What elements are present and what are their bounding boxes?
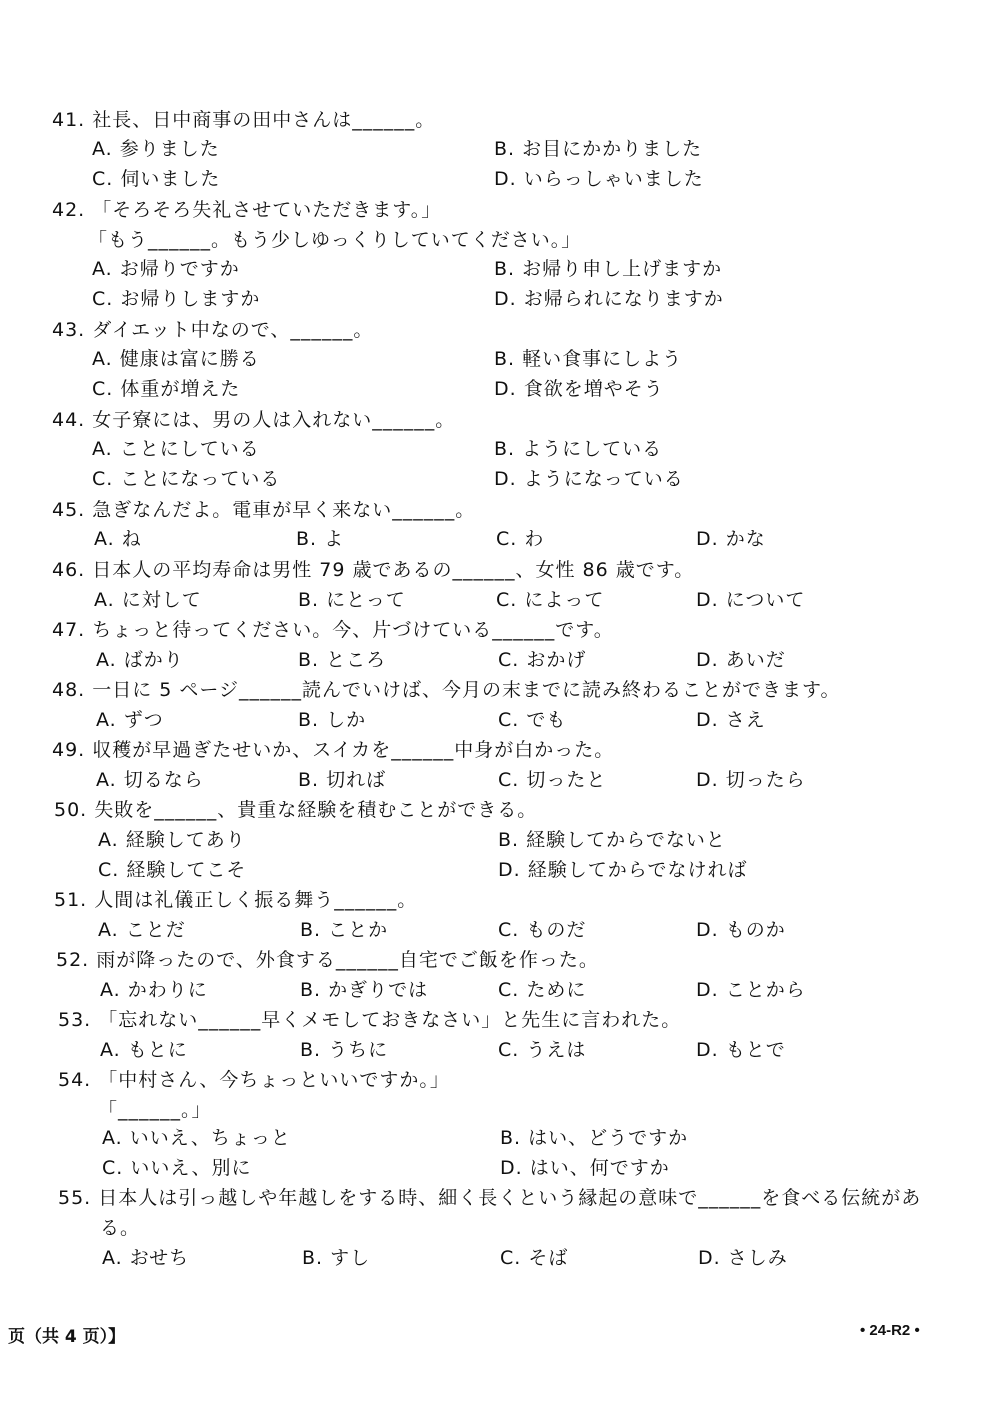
question-55-stem-cont: る。 [100, 1217, 141, 1239]
question-42-choice-c: C. お帰りしますか [92, 288, 261, 310]
question-47-choice-c: C. おかげ [498, 649, 587, 671]
question-45-choice-b: B. よ [296, 528, 345, 550]
question-47-choice-b: B. ところ [298, 649, 387, 671]
question-54-stem-cont: 「______。」 [98, 1099, 212, 1121]
question-54-choice-c: C. いいえ、別に [102, 1157, 252, 1179]
question-49-choice-b: B. 切れば [298, 769, 387, 791]
question-41-choice-d: D. いらっしゃいました [494, 168, 704, 190]
question-46-choice-d: D. について [696, 589, 806, 611]
question-42-choice-d: D. お帰られになりますか [494, 288, 724, 310]
question-42-choice-a: A. お帰りですか [92, 258, 240, 280]
question-42-stem: 42. 「そろそろ失礼させていただきます。」 [52, 199, 442, 221]
question-46-choice-c: C. によって [496, 589, 605, 611]
question-47-choice-d: D. あいだ [696, 649, 786, 671]
question-43-choice-b: B. 軽い食事にしよう [494, 348, 683, 370]
question-55-stem: 55. 日本人は引っ越しや年越しをする時、細く長くという縁起の意味で______を食べる伝統があ [58, 1187, 922, 1209]
question-53-choice-c: C. うえは [498, 1039, 587, 1061]
question-50-choice-a: A. 経験してあり [98, 829, 246, 851]
question-42-stem-cont: 「もう______。もう少しゆっくりしていてください。」 [88, 229, 582, 251]
question-53-stem: 53. 「忘れない______早くメモしておきなさい」と先生に言われた。 [58, 1009, 682, 1031]
page-count-footer: 页（共 4 页）】 [8, 1327, 126, 1347]
question-46-choice-b: B. にとって [298, 589, 406, 611]
question-41-choice-c: C. 伺いました [92, 168, 221, 190]
question-54-choice-b: B. はい、どうですか [500, 1127, 689, 1149]
question-51-stem: 51. 人間は礼儀正しく振る舞う______。 [54, 889, 418, 911]
question-48-choice-b: B. しか [298, 709, 367, 731]
question-41-choice-a: A. 参りました [92, 138, 220, 160]
question-44-choice-a: A. ことにしている [92, 438, 260, 460]
question-50-choice-c: C. 経験してこそ [98, 859, 247, 881]
question-53-choice-a: A. もとに [100, 1039, 188, 1061]
question-49-choice-a: A. 切るなら [96, 769, 204, 791]
question-51-choice-c: C. ものだ [498, 919, 587, 941]
paper-code-footer: • 24-R2 • [860, 1322, 920, 1339]
question-55-choice-b: B. すし [302, 1247, 371, 1269]
question-54-choice-d: D. はい、何ですか [500, 1157, 670, 1179]
question-44-stem: 44. 女子寮には、男の人は入れない______。 [52, 409, 456, 431]
question-52-choice-a: A. かわりに [100, 979, 208, 1001]
question-50-choice-d: D. 経験してからでなければ [498, 859, 748, 881]
question-52-choice-d: D. ことから [696, 979, 806, 1001]
question-41-choice-b: B. お目にかかりました [494, 138, 703, 160]
question-43-choice-c: C. 体重が増えた [92, 378, 241, 400]
question-48-stem: 48. 一日に 5 ページ______読んでいけば、今月の末までに読み終わることができます。 [52, 679, 841, 701]
question-51-choice-a: A. ことだ [98, 919, 186, 941]
question-55-choice-c: C. そば [500, 1247, 569, 1269]
question-45-choice-a: A. ね [94, 528, 142, 550]
question-45-choice-d: D. かな [696, 528, 766, 550]
question-49-choice-c: C. 切ったと [498, 769, 607, 791]
question-52-choice-c: C. ために [498, 979, 587, 1001]
question-45-choice-c: C. わ [496, 528, 545, 550]
question-41-stem: 41. 社長、日中商事の田中さんは______。 [52, 109, 436, 131]
question-53-choice-d: D. もとで [696, 1039, 786, 1061]
question-44-choice-d: D. ようになっている [494, 468, 684, 490]
question-54-choice-a: A. いいえ、ちょっと [102, 1127, 291, 1149]
question-55-choice-a: A. おせち [102, 1247, 190, 1269]
question-44-choice-b: B. ようにしている [494, 438, 663, 460]
question-47-stem: 47. ちょっと待ってください。今、片づけている______です。 [52, 619, 614, 641]
question-55-choice-d: D. さしみ [698, 1247, 788, 1269]
question-48-choice-c: C. でも [498, 709, 567, 731]
question-48-choice-a: A. ずつ [96, 709, 164, 731]
question-50-stem: 50. 失敗を______、貴重な経験を積むことができる。 [54, 799, 538, 821]
question-51-choice-d: D. ものか [696, 919, 786, 941]
question-49-stem: 49. 収穫が早過ぎたせいか、スイカを______中身が白かった。 [52, 739, 615, 761]
question-50-choice-b: B. 経験してからでないと [498, 829, 726, 851]
question-48-choice-d: D. さえ [696, 709, 766, 731]
question-45-stem: 45. 急ぎなんだよ。電車が早く来ない______。 [52, 499, 476, 521]
question-53-choice-b: B. うちに [300, 1039, 389, 1061]
question-52-choice-b: B. かぎりでは [300, 979, 429, 1001]
question-51-choice-b: B. ことか [300, 919, 389, 941]
question-49-choice-d: D. 切ったら [696, 769, 806, 791]
question-44-choice-c: C. ことになっている [92, 468, 281, 490]
question-46-stem: 46. 日本人の平均寿命は男性 79 歳であるの______、女性 86 歳です。 [52, 559, 695, 581]
question-54-stem: 54. 「中村さん、今ちょっといいですか。」 [58, 1069, 450, 1091]
question-46-choice-a: A. に対して [94, 589, 202, 611]
question-52-stem: 52. 雨が降ったので、外食する______自宅でご飯を作った。 [56, 949, 599, 971]
question-43-stem: 43. ダイエット中なので、______。 [52, 319, 374, 341]
question-43-choice-d: D. 食欲を増やそう [494, 378, 664, 400]
question-43-choice-a: A. 健康は富に勝る [92, 348, 260, 370]
question-47-choice-a: A. ばかり [96, 649, 184, 671]
question-42-choice-b: B. お帰り申し上げますか [494, 258, 723, 280]
